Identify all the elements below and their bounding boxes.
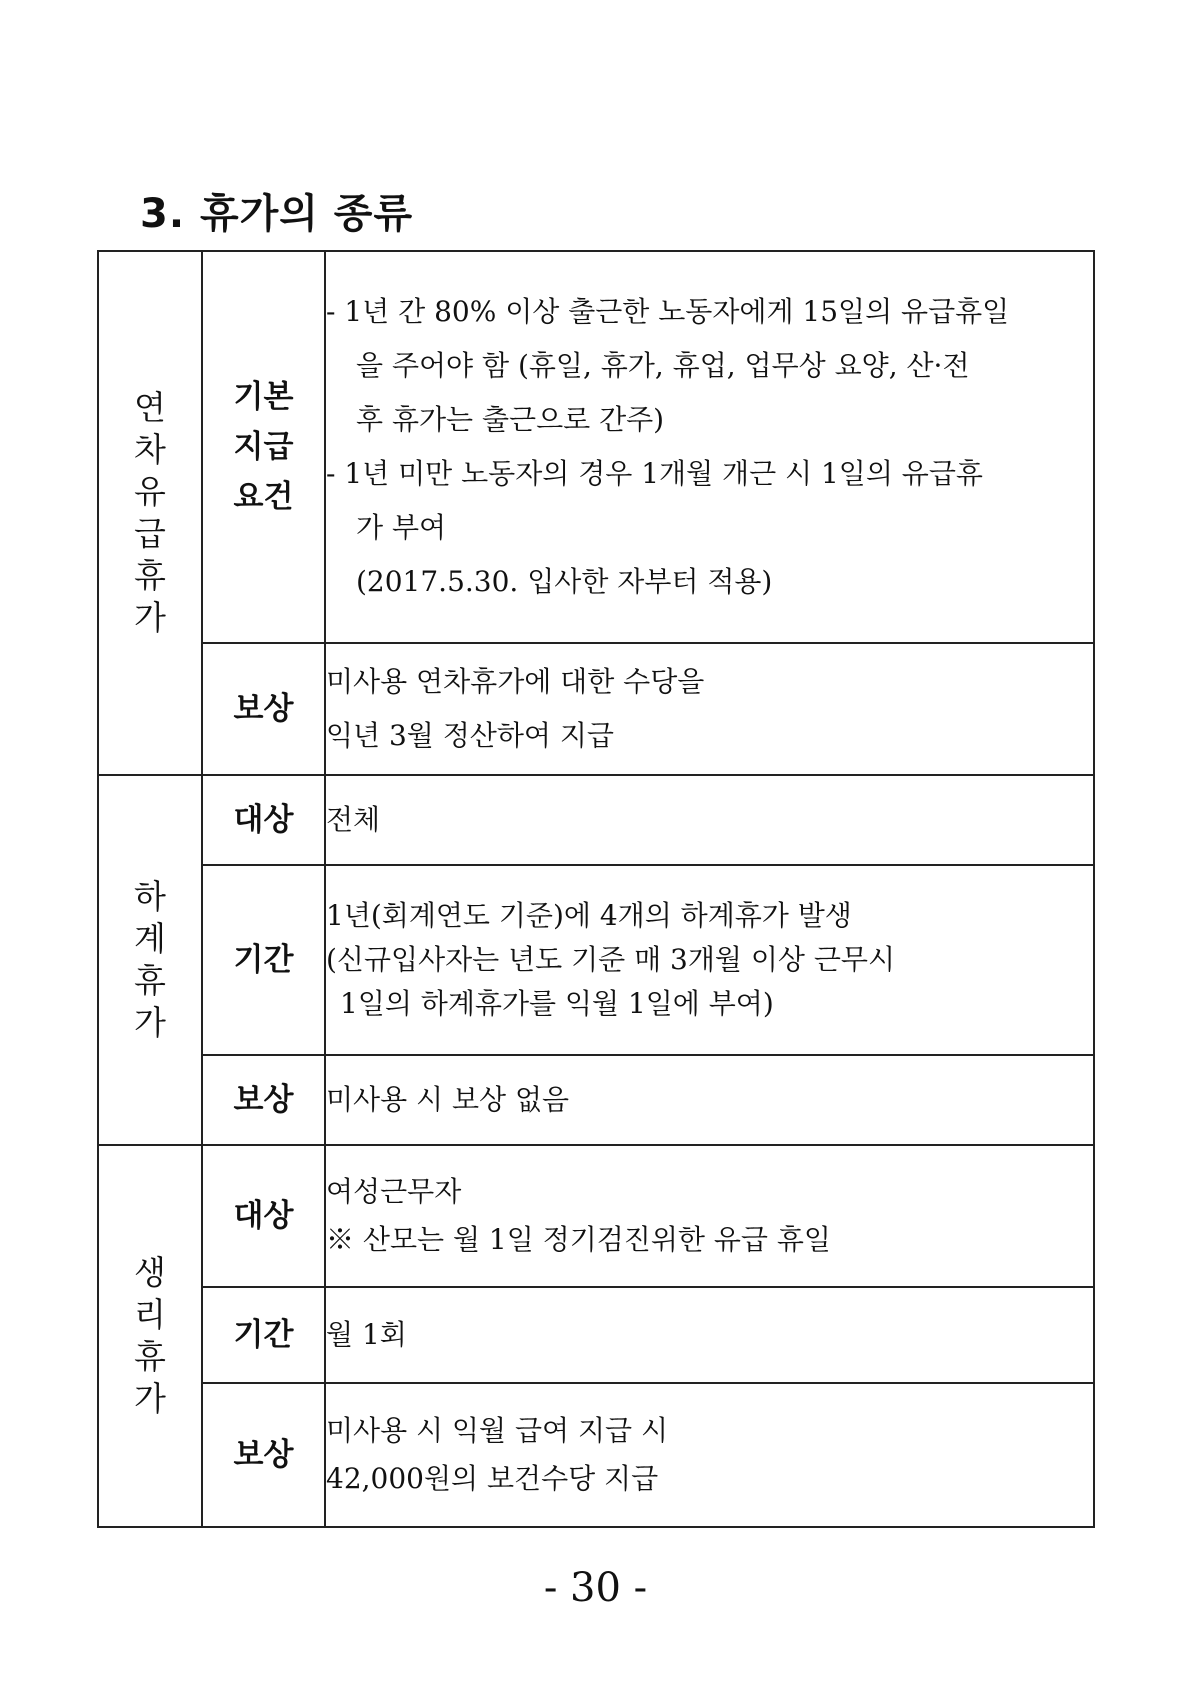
row-content xyxy=(325,865,1094,1055)
category-annual-leave xyxy=(98,251,202,775)
table-row xyxy=(98,643,1094,775)
table-row xyxy=(98,251,1094,643)
row-label: 기간 xyxy=(202,865,325,1055)
content-line: 월 1회 xyxy=(326,1318,407,1351)
table-row xyxy=(98,1055,1094,1145)
category-summer-leave xyxy=(98,775,202,1145)
content-line: - 1년 미만 노동자의 경우 1개월 개근 시 1일의 유급휴 xyxy=(326,457,983,490)
content-line: ※ 산모는 월 1일 정기검진위한 유급 휴일 xyxy=(326,1223,831,1256)
category-label: 연차유급휴가 xyxy=(134,388,166,637)
row-label: 대상 xyxy=(202,1145,325,1287)
row-label: 대상 xyxy=(202,775,325,865)
row-content xyxy=(325,1055,1094,1145)
row-content xyxy=(325,775,1094,865)
content-line: 후 휴가는 출근으로 간주) xyxy=(356,403,665,436)
content-line: 미사용 연차휴가에 대한 수당을 xyxy=(326,665,705,698)
content-line: - 1년 간 80% 이상 출근한 노동자에게 15일의 유급휴일 xyxy=(326,295,1010,328)
row-label xyxy=(202,251,325,643)
page-number: - 30 - xyxy=(543,1565,648,1611)
row-label: 보상 xyxy=(202,643,325,775)
content-line: 미사용 시 보상 없음 xyxy=(326,1083,570,1116)
table-row xyxy=(98,1287,1094,1383)
row-label: 보상 xyxy=(202,1055,325,1145)
row-label: 기간 xyxy=(202,1287,325,1383)
table-row xyxy=(98,775,1094,865)
table-row xyxy=(98,1145,1094,1287)
content-line: (2017.5.30. 입사한 자부터 적용) xyxy=(356,565,773,598)
row-content xyxy=(325,251,1094,643)
table-row xyxy=(98,865,1094,1055)
row-content xyxy=(325,1287,1094,1383)
row-label: 보상 xyxy=(202,1383,325,1527)
row-content xyxy=(325,643,1094,775)
category-menstrual-leave xyxy=(98,1145,202,1527)
content-line: 익년 3월 정산하여 지급 xyxy=(326,719,614,752)
content-line: 1년(회계연도 기준)에 4개의 하계휴가 발생 xyxy=(326,899,852,932)
table-row xyxy=(98,1383,1094,1527)
content-line: 42,000원의 보건수당 지급 xyxy=(326,1462,659,1495)
content-line: (신규입사자는 년도 기준 매 3개월 이상 근무시 xyxy=(326,943,896,976)
row-label-text: 기본 지급 요건 xyxy=(233,379,294,515)
leave-types-table xyxy=(97,250,1095,1528)
content-line: 미사용 시 익월 급여 지급 시 xyxy=(326,1414,669,1447)
category-label: 생리휴가 xyxy=(134,1253,166,1418)
content-line: 을 주어야 함 (휴일, 휴가, 휴업, 업무상 요양, 산·전 xyxy=(356,349,970,382)
row-content xyxy=(325,1383,1094,1527)
content-line: 전체 xyxy=(326,803,381,836)
content-line: 1일의 하계휴가를 익월 1일에 부여) xyxy=(340,987,774,1020)
row-content xyxy=(325,1145,1094,1287)
content-line: 가 부여 xyxy=(356,511,447,544)
section-title: 3. 휴가의 종류 xyxy=(140,191,414,237)
content-line: 여성근무자 xyxy=(326,1175,462,1208)
category-label: 하계휴가 xyxy=(134,877,166,1042)
